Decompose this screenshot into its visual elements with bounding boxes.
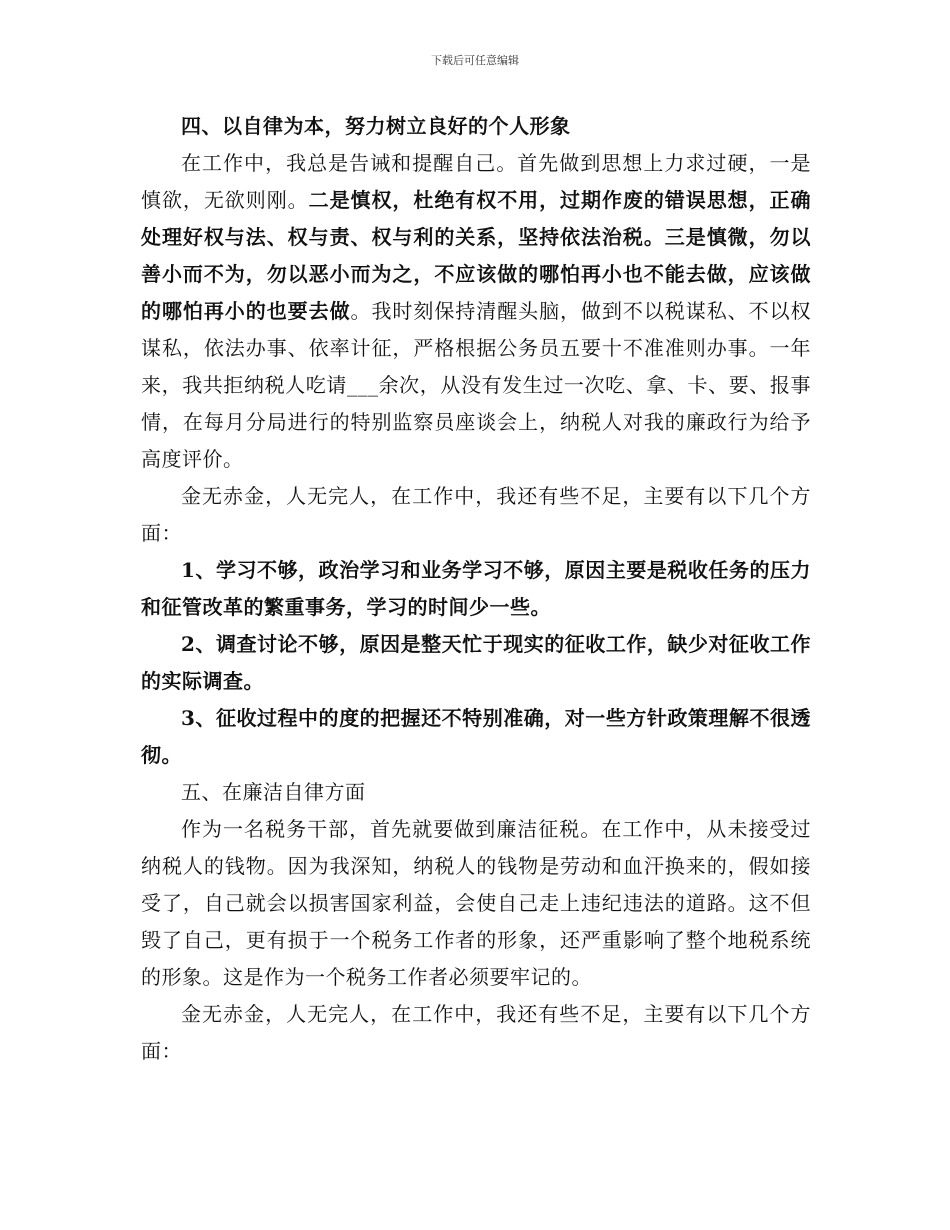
paragraph-text: 在工作中，我总是告诫和提醒自己。首先做到思想上力求过硬，一是慎欲，无欲则刚。 [141, 151, 811, 212]
list-item-2: 2、调查讨论不够，原因是整天忙于现实的征收工作，缺少对征收工作的实际调查。 [141, 632, 811, 693]
paragraph-self-discipline [141, 145, 811, 478]
page-header-note: 下载后可任意编辑 [431, 54, 519, 67]
paragraph-bold-text: 二是慎权，杜绝有权不用，过期作废的错误思想，正确处理好权与法、权与责、权与利的关系，坚持依法治税。三是慎微，勿以善小而不为，勿以恶小而为之，不应该做的哪怕再小也不能去做，应该做的哪怕再小的也要去做 [141, 188, 812, 323]
document-body [141, 108, 811, 1070]
paragraph-shortcomings-intro: 金无赤金，人无完人，在工作中，我还有些不足，主要有以下几个方面： [141, 484, 811, 545]
section-heading-4: 四、以自律为本，努力树立良好的个人形象 [181, 114, 571, 138]
paragraph-shortcomings-intro-repeat: 金无赤金，人无完人，在工作中，我还有些不足，主要有以下几个方面： [141, 1002, 811, 1063]
paragraph-integrity: 作为一名税务干部，首先就要做到廉洁征税。在工作中，从未接受过纳税人的钱物。因为我深知，纳税人的钱物是劳动和血汗换来的，假如接受了，自己就会以损害国家利益，会使自己走上违纪违法的道路。这不但毁了自己，更有损于一个税务工作者的形象，还严重影响了整个地税系统的形象。这是作为一个税务工作者必须要牢记的。 [141, 817, 811, 989]
list-item-3: 3、征收过程中的度的把握还不特别准确，对一些方针政策理解不很透彻。 [141, 706, 811, 767]
section-heading-5: 五、在廉洁自律方面 [181, 780, 366, 804]
paragraph-text: 。我时刻保持清醒头脑，做到不以税谋私、不以权谋私，依法办事、依率计征，严格根据公务员五要十不准准则办事。一年来，我共拒纳税人吃请___余次，从没有发生过一次吃、拿、卡、要、报事情，在每月分局进行的特别监察员座谈会上，纳税人对我的廉政行为给予高度评价。 [141, 299, 812, 471]
list-item-1: 1、学习不够，政治学习和业务学习不够，原因主要是税收任务的压力和征管改革的繁重事务，学习的时间少一些。 [141, 558, 811, 619]
